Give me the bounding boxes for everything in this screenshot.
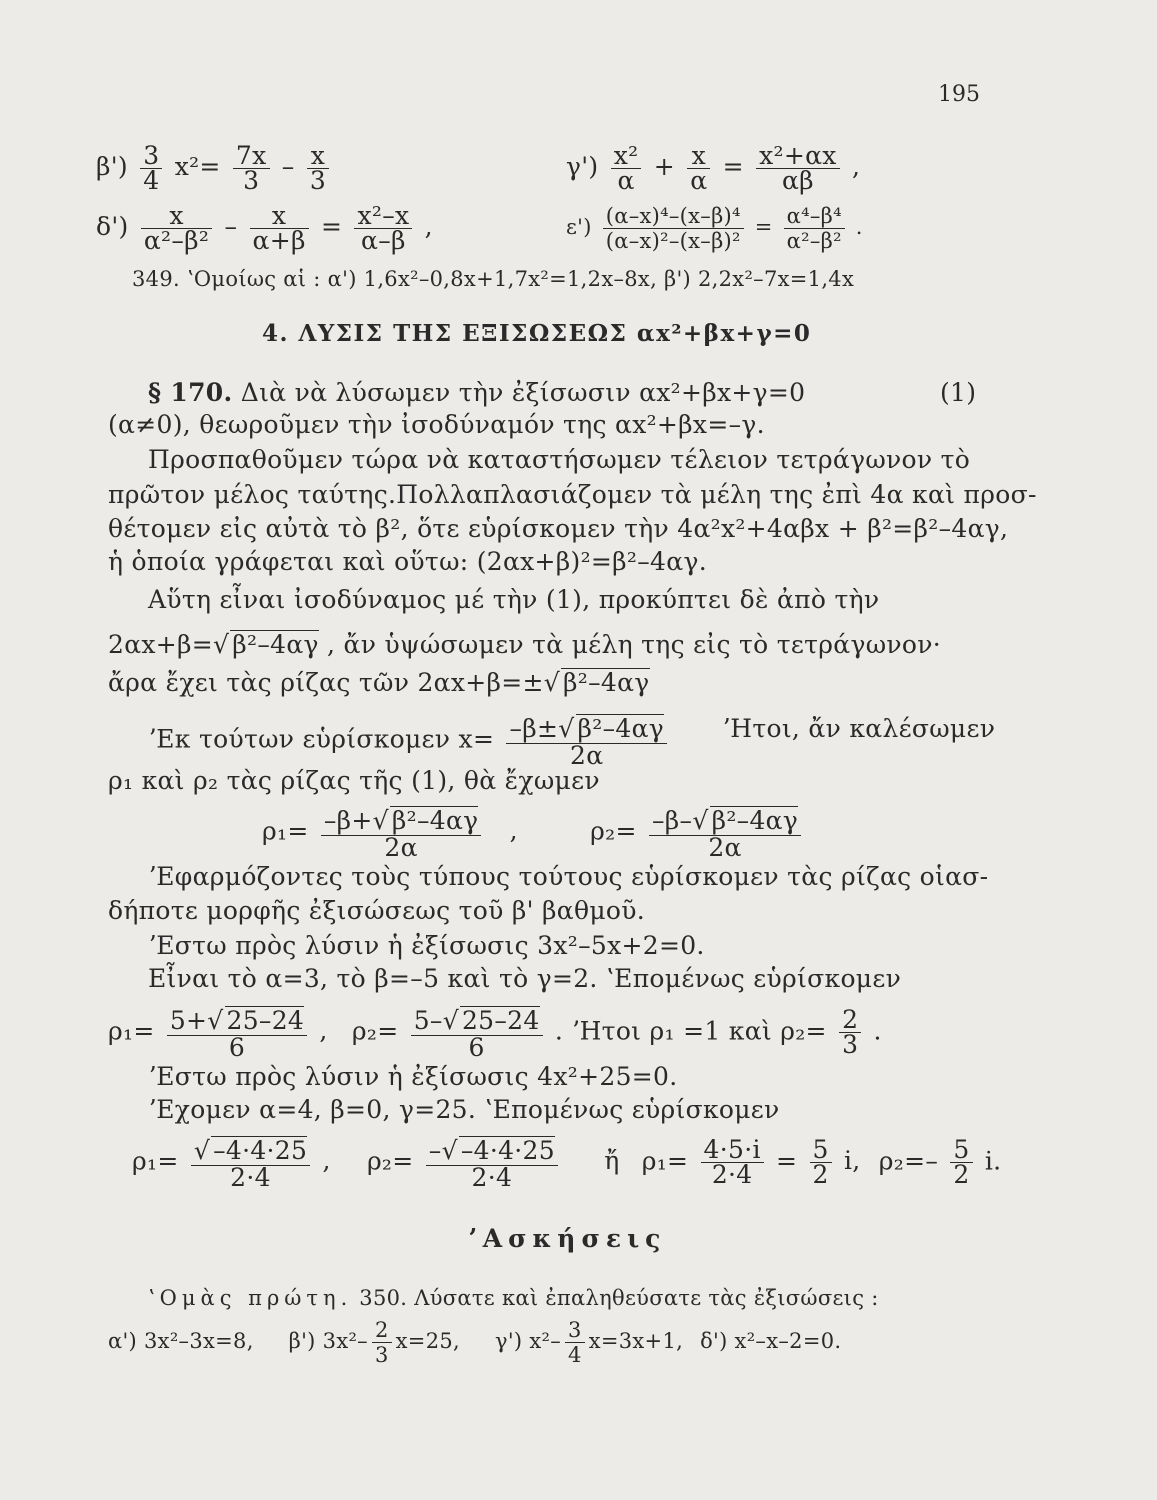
group-label: ʽΟμὰς πρώτη. [148,1286,353,1310]
body-line-15: ʼΕστω πρὸς λύσιν ἡ ἐξίσωσις 3x²–5x+2=0. [148,931,705,960]
body-line-13: ʼΕφαρμόζοντες τοὺς τύπους τούτους εὑρίσκομεν τὰς ρίζας οἱασ- [148,862,989,891]
radical: β²–4αγ [232,630,319,659]
fraction: $\frac{\text{(α–x)⁴–(x–β)⁴}}{\text{(α–x)²–(x–β)²}}$ [603,204,744,253]
fraction: $\frac{x}{\alpha}$ [687,144,710,193]
fraction: $\frac{5}{2}$ [810,1138,832,1187]
body-line-6: ἡ ὁποία γράφεται καὶ οὕτω: (2αx+β)²=β²–4αγ. [108,547,707,576]
roots-formula: ρ₁= $\frac{\text{–β+√ β²–4αγ}}{2\alpha}$ , ρ₂= $\frac{\text{–β–√ β²–4αγ}}{2\alpha}$ [262,806,805,860]
body-line-9: ἄρα ἔχει τὰς ρίζας τῶν 2αx+β=±√ β²–4αγ [108,668,650,697]
exercise-epsilon: ε') $\frac{\text{(α–x)⁴–(x–β)⁴}}{\text{(α–x)²–(x–β)²}}$ = $\frac{\text{α⁴–β⁴}}{\text{α²–β²}}$ . [566,204,863,253]
example-1-roots: ρ₁= $\frac{5+√ 25-24}{6}$ , ρ₂= $\frac{5-√ 25-24}{6}$ . ʼΗτοι ρ₁ =1 καὶ ρ₂= $\frac{2}{3}$ . [108,1005,882,1062]
body-line-4: πρῶτον μέλος ταύτης.Πολλαπλασιάζομεν τὰ μέλη της ἐπὶ 4α καὶ προσ- [108,480,1037,509]
body-line-5: θέτομεν εἰς αὐτὰ τὸ β², ὅτε εὑρίσκομεν τὴν 4α²x²+4αβx + β²=β²–4αγ, [108,514,1009,543]
body-line-14: δήποτε μορφῆς ἐξισώσεως τοῦ β' βαθμοῦ. [108,896,645,925]
fraction: $\frac{\text{α⁴–β⁴}}{\text{α²–β²}}$ [784,204,845,253]
exercise-beta: β') $\frac{3}{4}$ x²= $\frac{7x}{3}$ – $\frac{x}{3}$ [96,144,333,193]
fraction: $\frac{\text{–β–√ β²–4αγ}}{2\alpha}$ [649,806,801,860]
fraction: $\frac{√ -4\cdot 4\cdot 25}{2\cdot 4}$ [191,1136,310,1190]
equation-number: (1) [940,378,977,407]
example-2-roots: ρ₁= $\frac{√ -4\cdot 4\cdot 25}{2\cdot 4}$ , ρ₂= $\frac{-√ -4\cdot 4\cdot 25}{2\cdot 4}$ ἤ ρ₁= $\frac{4\cdot 5\cdot i}{2\cdot 4}$ = $\frac{5}{2}$ i, ρ₂=– $\frac{5}{2}$ i. [132,1135,1002,1192]
radical: β²–4αγ [563,668,650,697]
body-line-18: ʼΕστω πρὸς λύσιν ἡ ἐξίσωσις 4x²+25=0. [148,1062,678,1091]
section-heading: 4. ΛΥΣΙΣ ΤΗΣ ΕΞΙΣΩΣΕΩΣ αx²+βx+γ=0 [262,320,812,347]
fraction: $\frac{x}{\alpha+\beta}$ [250,204,309,253]
fraction: $\frac{5+√ 25-24}{6}$ [167,1006,307,1060]
fraction: $\frac{3}{4}$ [565,1318,585,1367]
fraction: $\frac{4\cdot 5\cdot i}{2\cdot 4}$ [701,1138,764,1187]
page-number: 195 [938,82,980,107]
exercise-350-intro: ʽΟμὰς πρώτη. 350. Λύσατε καὶ ἐπαληθεύσατε τὰς ἐξισώσεις : [148,1286,879,1310]
fraction: $\frac{2}{3}$ [372,1318,392,1367]
fraction: $\frac{\text{x²}}{\alpha}$ [611,144,642,193]
fraction: $\frac{\text{x²–x}}{\alpha-\beta}$ [354,204,412,253]
section-number: § 170. [148,378,233,407]
exercise-gamma: γ') $\frac{\text{x²}}{\alpha}$ + $\frac{x}{\alpha}$ = $\frac{\text{x²+αx}}{\alpha\beta}$ , [566,141,861,195]
body-line-10: ʼΕκ τούτων εὑρίσκομεν x= $\frac{\text{–β±√ β²–4αγ}}{2\alpha}$ [148,714,671,768]
fraction: $\frac{2}{3}$ [839,1008,861,1057]
fraction: $\frac{-√ -4\cdot 4\cdot 25}{2\cdot 4}$ [426,1136,558,1190]
body-line-2: (α≠0), θεωροῦμεν τὴν ἰσοδύναμόν της αx²+βx=–γ. [108,410,765,439]
body-line-3: Προσπαθοῦμεν τώρα νὰ καταστήσωμεν τέλειον τετράγωνον τὸ [148,445,971,474]
body-line-7: Αὕτη εἶναι ἰσοδύναμος μέ τὴν (1), προκύπτει δὲ ἀπὸ τὴν [148,585,880,614]
fraction: $\frac{3}{4}$ [140,144,162,193]
body-line-1: § 170. Διὰ νὰ λύσωμεν τὴν ἐξίσωσιν αx²+βx+γ=0 [148,378,806,407]
fraction: $\frac{\text{x²+αx}}{\alpha\beta}$ [756,144,840,193]
body-line-8: 2αx+β=√ β²–4αγ , ἄν ὑψώσωμεν τὰ μέλη της εἰς τὸ τετράγωνον· [108,630,941,659]
fraction: $\frac{5}{2}$ [950,1138,972,1187]
exercise-350-items: α') 3x²–3x=8, β') 3x²– $\frac{2}{3}$ x=25, γ') x²– $\frac{3}{4}$ x=3x+1, δ') x²–x–2=0. [108,1318,842,1367]
fraction: $\frac{7x}{3}$ [233,144,270,193]
body-line-10-right: ʼΗτοι, ἄν καλέσωμεν [722,714,996,743]
fraction: $\frac{x}{\text{α²–β²}}$ [141,204,212,253]
fraction: $\frac{\text{–β±√ β²–4αγ}}{2\alpha}$ [506,714,667,768]
fraction: $\frac{\text{–β+√ β²–4αγ}}{2\alpha}$ [321,806,482,860]
body-line-19: ʼΕχομεν α=4, β=0, γ=25. ʽΕπομένως εὑρίσκομεν [148,1095,780,1124]
fraction: $\frac{x}{3}$ [307,144,329,193]
exercise-delta: δ') $\frac{x}{\text{α²–β²}}$ – $\frac{x}{\alpha+\beta}$ = $\frac{\text{x²–x}}{\alpha-\beta}$ , [96,201,433,255]
body-line-16: Εἶναι τὸ α=3, τὸ β=–5 καὶ τὸ γ=2. ʽΕπομένως εὑρίσκομεν [148,964,902,993]
exercises-title: ʼΑσκήσεις [468,1224,667,1253]
fraction: $\frac{5-√ 25-24}{6}$ [411,1006,543,1060]
exercise-349: 349. ʽΟμοίως αἱ : α') 1,6x²–0,8x+1,7x²=1,2x–8x, β') 2,2x²–7x=1,4x [132,267,855,291]
body-line-11: ρ₁ καὶ ρ₂ τὰς ρίζας τῆς (1), θὰ ἔχωμεν [108,766,600,795]
